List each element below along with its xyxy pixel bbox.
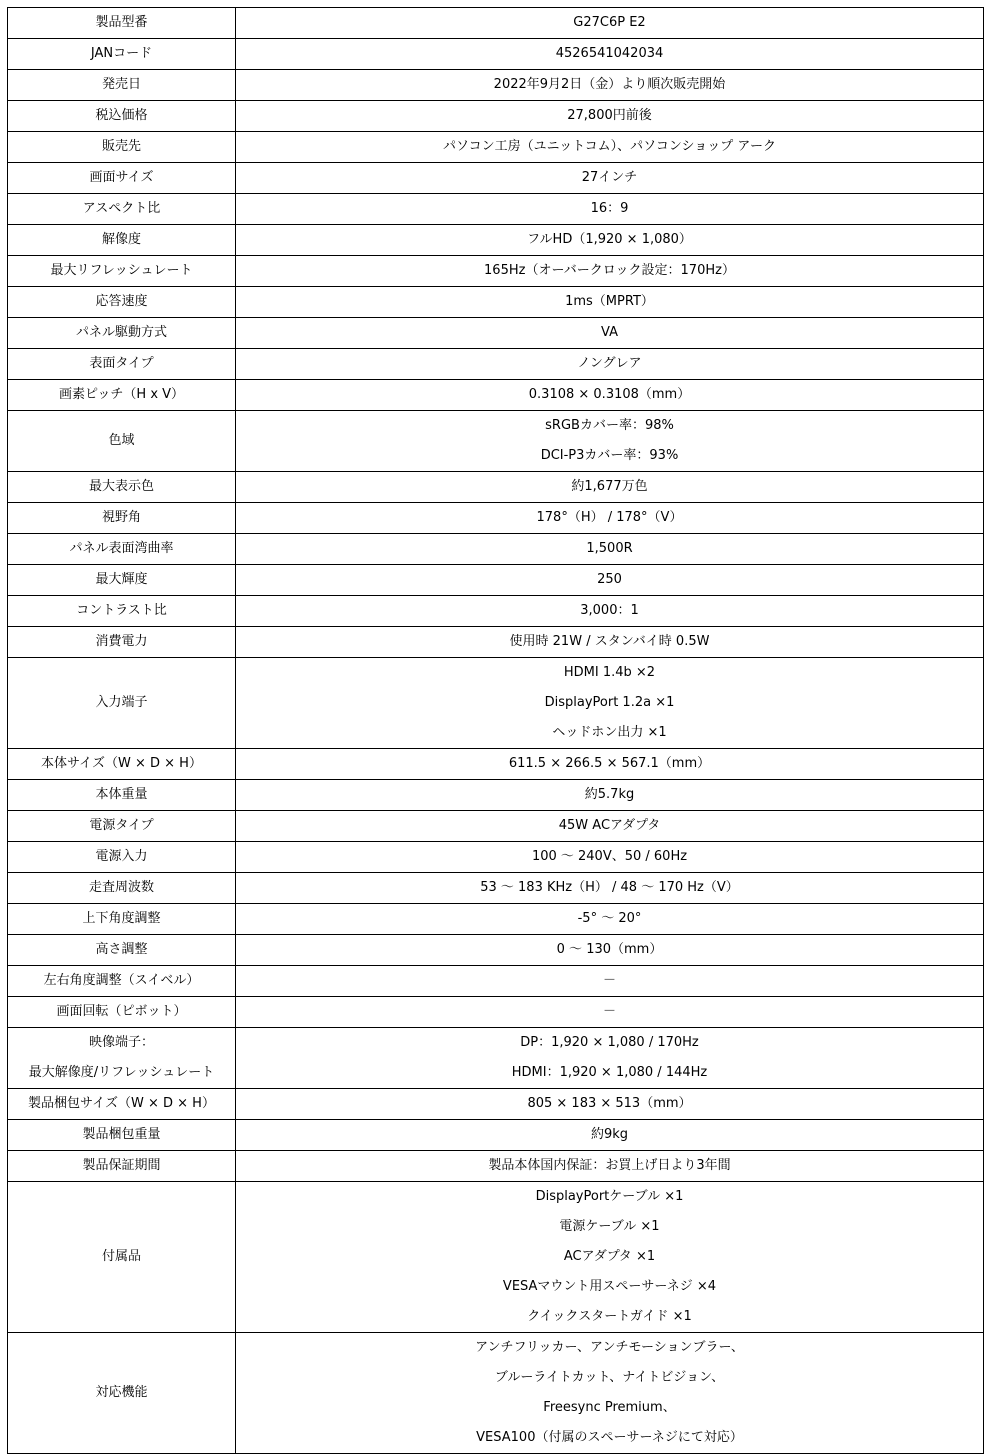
spec-value: 250 — [597, 572, 622, 587]
spec-label: 入力端子 — [95, 695, 148, 710]
spec-value-cell — [236, 225, 984, 256]
spec-value-cell — [236, 997, 984, 1028]
spec-value: フルHD（1,920 × 1,080） — [527, 232, 692, 247]
spec-value-cell — [236, 534, 984, 565]
spec-value-cell — [236, 318, 984, 349]
spec-label: JANコード — [90, 46, 153, 61]
table-row — [8, 163, 984, 194]
spec-value: アンチフリッカー、アンチモーションブラー、 — [475, 1340, 744, 1355]
spec-value-cell — [236, 411, 984, 472]
spec-label-cell — [8, 1028, 236, 1089]
table-row — [8, 194, 984, 225]
spec-value-cell — [236, 1120, 984, 1151]
spec-value: 0 ～ 130（mm） — [556, 942, 663, 957]
table-row — [8, 349, 984, 380]
spec-label-cell — [8, 1089, 236, 1120]
spec-value-cell — [236, 749, 984, 780]
spec-label-cell — [8, 627, 236, 658]
spec-label-cell — [8, 534, 236, 565]
spec-value-cell — [236, 132, 984, 163]
spec-value: ヘッドホン出力 ×1 — [552, 725, 667, 740]
spec-label: 画面回転（ピボット） — [56, 1004, 187, 1019]
spec-label-cell — [8, 256, 236, 287]
spec-label: 消費電力 — [95, 634, 148, 649]
spec-value-cell — [236, 1182, 984, 1333]
spec-label-cell — [8, 1120, 236, 1151]
table-row — [8, 873, 984, 904]
spec-value: 0.3108 × 0.3108（mm） — [528, 387, 691, 402]
spec-value-cell — [236, 1089, 984, 1120]
spec-label: 付属品 — [101, 1249, 141, 1264]
spec-label: 左右角度調整（スイベル） — [43, 973, 200, 988]
spec-label: 高さ調整 — [95, 942, 148, 957]
table-row — [8, 132, 984, 163]
table-row — [8, 1120, 984, 1151]
spec-value: パソコン工房（ユニットコム）、パソコンショップ アーク — [442, 139, 777, 154]
spec-label-cell — [8, 39, 236, 70]
spec-value: DisplayPortケーブル ×1 — [535, 1189, 684, 1204]
table-row — [8, 904, 984, 935]
spec-value: ノングレア — [577, 356, 642, 371]
spec-table-body — [8, 8, 984, 1454]
spec-value: 100 ～ 240V、50 / 60Hz — [531, 849, 688, 864]
spec-value-cell — [236, 256, 984, 287]
spec-value-cell — [236, 70, 984, 101]
table-row — [8, 1089, 984, 1120]
spec-label-cell — [8, 935, 236, 966]
table-row — [8, 935, 984, 966]
spec-value: 27インチ — [581, 170, 638, 185]
spec-label: 製品梱包重量 — [82, 1127, 161, 1142]
spec-label: 上下角度調整 — [82, 911, 161, 926]
spec-label: 発売日 — [101, 77, 141, 92]
table-row — [8, 1028, 984, 1089]
spec-value: Freesync Premium、 — [543, 1400, 676, 1415]
spec-value: 電源ケーブル ×1 — [559, 1219, 660, 1234]
spec-label-cell — [8, 318, 236, 349]
spec-label: 最大解像度/リフレッシュレート — [28, 1065, 215, 1080]
spec-label: 本体重量 — [95, 787, 148, 802]
spec-label-cell — [8, 163, 236, 194]
spec-value-cell — [236, 163, 984, 194]
spec-label: 表面タイプ — [89, 356, 154, 371]
spec-label: 販売先 — [101, 139, 141, 154]
spec-label: 応答速度 — [95, 294, 148, 309]
table-row — [8, 256, 984, 287]
spec-label-cell — [8, 565, 236, 596]
spec-value: 3,000：1 — [580, 603, 639, 618]
spec-label: 最大表示色 — [88, 479, 154, 494]
table-row — [8, 380, 984, 411]
table-row — [8, 503, 984, 534]
spec-value: 53 ～ 183 KHz（H） / 48 ～ 170 Hz（V） — [480, 880, 739, 895]
spec-value: 178°（H） / 178°（V） — [536, 510, 683, 525]
table-row — [8, 1151, 984, 1182]
table-row — [8, 39, 984, 70]
table-row — [8, 811, 984, 842]
spec-value: ブルーライトカット、ナイトビジョン、 — [494, 1370, 725, 1385]
spec-value-cell — [236, 596, 984, 627]
table-row — [8, 287, 984, 318]
spec-value-cell — [236, 101, 984, 132]
spec-value-cell — [236, 380, 984, 411]
spec-value: 16：9 — [590, 201, 629, 216]
spec-value: 2022年9月2日（金）より順次販売開始 — [493, 77, 726, 92]
spec-value: 805 × 183 × 513（mm） — [527, 1096, 692, 1111]
spec-label-cell — [8, 411, 236, 472]
table-row — [8, 627, 984, 658]
spec-label-cell — [8, 1333, 236, 1454]
spec-value-cell — [236, 287, 984, 318]
spec-label-cell — [8, 904, 236, 935]
spec-value: － — [602, 1004, 616, 1019]
spec-value: クイックスタートガイド ×1 — [527, 1309, 692, 1324]
spec-value: 165Hz（オーバークロック設定：170Hz） — [484, 263, 735, 278]
spec-value: HDMI 1.4b ×2 — [563, 665, 656, 680]
table-row — [8, 596, 984, 627]
table-row — [8, 749, 984, 780]
spec-label: 視野角 — [101, 510, 141, 525]
spec-label-cell — [8, 503, 236, 534]
spec-label: 本体サイズ（W × D × H） — [41, 756, 202, 771]
spec-label-cell — [8, 287, 236, 318]
spec-value-cell — [236, 1151, 984, 1182]
table-row — [8, 8, 984, 39]
spec-label: 対応機能 — [95, 1385, 148, 1400]
spec-value-cell — [236, 39, 984, 70]
spec-value: 使用時 21W / スタンバイ時 0.5W — [509, 634, 710, 649]
spec-value-cell — [236, 904, 984, 935]
spec-label: アスペクト比 — [82, 201, 161, 216]
spec-label-cell — [8, 811, 236, 842]
table-row — [8, 1333, 984, 1454]
spec-label-cell — [8, 132, 236, 163]
spec-value: VESA100（付属のスペーサーネジにて対応） — [476, 1430, 743, 1445]
spec-value-cell — [236, 658, 984, 749]
spec-label-cell — [8, 1182, 236, 1333]
spec-value: DCI-P3カバー率：93% — [540, 448, 679, 463]
spec-label: コントラスト比 — [76, 603, 167, 618]
spec-value: 製品本体国内保証：お買上げ日より3年間 — [488, 1158, 731, 1173]
spec-label: 走査周波数 — [88, 880, 154, 895]
spec-value-cell — [236, 349, 984, 380]
table-row — [8, 411, 984, 472]
spec-value-cell — [236, 503, 984, 534]
spec-value: － — [602, 973, 616, 988]
spec-label: 電源タイプ — [89, 818, 154, 833]
spec-value-cell — [236, 1333, 984, 1454]
spec-label-cell — [8, 997, 236, 1028]
spec-label-cell — [8, 101, 236, 132]
spec-label: 映像端子： — [88, 1035, 154, 1050]
spec-value-cell — [236, 780, 984, 811]
spec-label-cell — [8, 966, 236, 997]
table-row — [8, 565, 984, 596]
spec-value: ACアダプタ ×1 — [563, 1249, 656, 1264]
spec-value: DisplayPort 1.2a ×1 — [544, 695, 675, 710]
spec-label-cell — [8, 749, 236, 780]
spec-value-cell — [236, 873, 984, 904]
table-row — [8, 1182, 984, 1333]
spec-label-cell — [8, 596, 236, 627]
table-row — [8, 997, 984, 1028]
table-row — [8, 780, 984, 811]
table-row — [8, 966, 984, 997]
table-row — [8, 658, 984, 749]
spec-value: 1ms（MPRT） — [565, 294, 654, 309]
spec-value-cell — [236, 966, 984, 997]
spec-value: 約5.7kg — [584, 787, 635, 802]
spec-label-cell — [8, 780, 236, 811]
spec-label: 税込価格 — [95, 108, 148, 123]
spec-value: sRGBカバー率：98% — [545, 418, 674, 433]
table-row — [8, 534, 984, 565]
spec-value: 約9kg — [590, 1127, 629, 1142]
spec-value-cell — [236, 194, 984, 225]
spec-value: 1,500R — [586, 541, 633, 556]
table-row — [8, 101, 984, 132]
spec-label: 製品保証期間 — [82, 1158, 161, 1173]
spec-value: G27C6P E2 — [573, 15, 646, 30]
spec-label-cell — [8, 194, 236, 225]
spec-value-cell — [236, 811, 984, 842]
spec-label-cell — [8, 658, 236, 749]
spec-value: 4526541042034 — [555, 46, 664, 61]
spec-label: パネル駆動方式 — [75, 325, 167, 340]
spec-value-cell — [236, 565, 984, 596]
spec-label-cell — [8, 873, 236, 904]
spec-label: 最大輝度 — [95, 572, 148, 587]
spec-label-cell — [8, 8, 236, 39]
table-row — [8, 472, 984, 503]
spec-value-cell — [236, 935, 984, 966]
spec-value: HDMI：1,920 × 1,080 / 144Hz — [511, 1065, 708, 1080]
spec-value-cell — [236, 842, 984, 873]
spec-table — [7, 7, 984, 1454]
table-row — [8, 70, 984, 101]
spec-label: 電源入力 — [95, 849, 148, 864]
spec-value: DP：1,920 × 1,080 / 170Hz — [520, 1035, 699, 1050]
spec-value: 45W ACアダプタ — [558, 818, 661, 833]
spec-label-cell — [8, 1151, 236, 1182]
spec-label: 製品型番 — [95, 15, 148, 30]
spec-value-cell — [236, 1028, 984, 1089]
spec-value: 約1,677万色 — [571, 479, 648, 494]
spec-label: パネル表面湾曲率 — [69, 541, 174, 556]
spec-value: 27,800円前後 — [567, 108, 652, 123]
table-row — [8, 318, 984, 349]
spec-label-cell — [8, 225, 236, 256]
spec-label-cell — [8, 472, 236, 503]
table-row — [8, 842, 984, 873]
spec-value: -5° ～ 20° — [577, 911, 642, 926]
spec-label-cell — [8, 70, 236, 101]
spec-value-cell — [236, 627, 984, 658]
spec-value: 611.5 × 266.5 × 567.1（mm） — [508, 756, 711, 771]
spec-label: 画面サイズ — [89, 170, 154, 185]
spec-label-cell — [8, 380, 236, 411]
spec-value: VA — [601, 325, 618, 340]
spec-label: 解像度 — [101, 232, 141, 247]
spec-value: VESAマウント用スペーサーネジ ×4 — [502, 1279, 717, 1294]
spec-label-cell — [8, 349, 236, 380]
table-row — [8, 225, 984, 256]
spec-label: 画素ピッチ（H x V） — [58, 387, 185, 402]
spec-value-cell — [236, 472, 984, 503]
spec-label: 最大リフレッシュレート — [50, 263, 193, 278]
spec-value-cell — [236, 8, 984, 39]
spec-label: 製品梱包サイズ（W × D × H） — [28, 1096, 215, 1111]
spec-label-cell — [8, 842, 236, 873]
spec-label: 色域 — [108, 433, 135, 448]
